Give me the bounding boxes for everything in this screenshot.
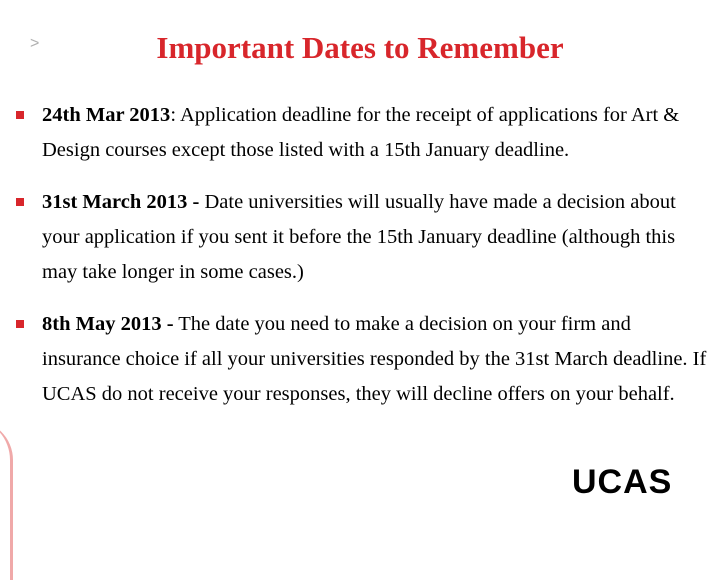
square-bullet-icon bbox=[16, 111, 24, 119]
page-title: Important Dates to Remember bbox=[156, 30, 564, 65]
square-bullet-icon bbox=[16, 198, 24, 206]
ucas-logo: UCAS bbox=[572, 463, 673, 501]
list-item bbox=[16, 98, 712, 168]
bullet-text: The date you need to make a decision on your firm and insurance choice if all your universities responded by the 31st March deadline. If UCAS do not receive your responses, they will decline offers on your behalf. bbox=[42, 313, 707, 405]
bullet-date: 8th May 2013 - bbox=[42, 313, 174, 335]
bullet-date: 24th Mar 2013 bbox=[42, 104, 171, 126]
list-item bbox=[16, 307, 712, 412]
chevron-right-icon: > bbox=[30, 35, 40, 52]
bullet-date: 31st March 2013 - bbox=[42, 191, 200, 213]
decorative-curve bbox=[0, 420, 13, 580]
bullet-text: Date universities will usually have made a decision about your application if you sent it before the 15th January deadline (although this may take longer in some cases.) bbox=[42, 191, 676, 283]
square-bullet-icon bbox=[16, 320, 24, 328]
important-dates-list bbox=[16, 98, 712, 412]
bullet-text: : Application deadline for the receipt of applications for Art & Design courses except those listed with a 15th January deadline. bbox=[42, 104, 680, 161]
list-item bbox=[16, 185, 712, 290]
